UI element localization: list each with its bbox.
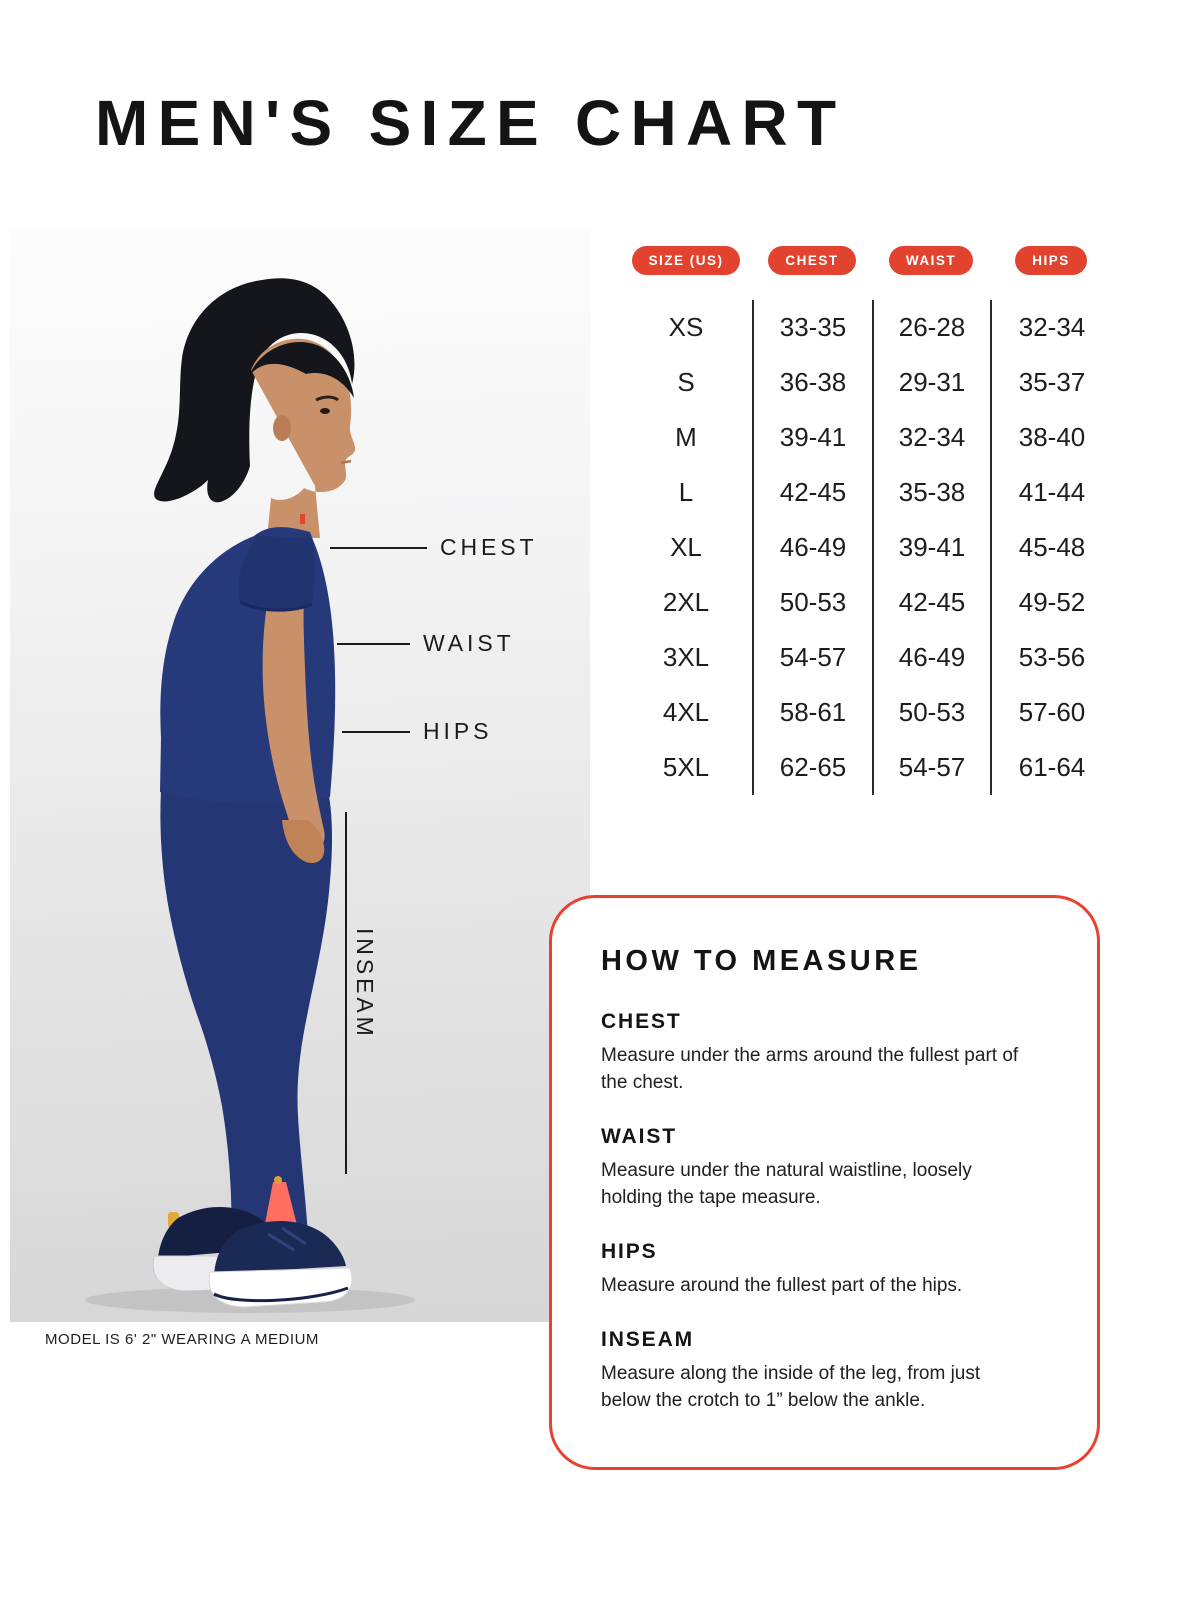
size-table — [620, 246, 1112, 795]
model-photo-block — [10, 230, 590, 1322]
model-eye — [320, 408, 330, 414]
zipper-pull — [274, 1176, 282, 1184]
section-label-hips: HIPS — [601, 1239, 658, 1263]
chest-cell: 42-45 — [752, 465, 872, 520]
model-ear — [273, 415, 291, 441]
chest-cell: 50-53 — [752, 575, 872, 630]
hips-cell: 49-52 — [990, 575, 1112, 630]
model-caption: MODEL IS 6' 2" WEARING A MEDIUM — [45, 1331, 319, 1348]
page-title: MEN'S SIZE CHART — [95, 87, 846, 159]
hips-cell: 32-34 — [990, 300, 1112, 355]
chest-cell: 58-61 — [752, 685, 872, 740]
section-label-chest: CHEST — [601, 1010, 682, 1033]
waist-callout-label: WAIST — [423, 630, 515, 656]
chest-callout — [330, 534, 538, 561]
how-to-measure-box — [549, 895, 1100, 1470]
waist-cell: 39-41 — [872, 520, 990, 575]
size-cell: M — [675, 422, 697, 452]
hips-callout-line — [342, 731, 410, 733]
section-text-chest: Measure under the arms around the fullest part of the chest. — [601, 1045, 1019, 1093]
table-body — [620, 300, 1112, 795]
table-row — [620, 520, 1112, 575]
waist-cell: 32-34 — [872, 410, 990, 465]
table-row — [620, 575, 1112, 630]
table-row — [620, 410, 1112, 465]
waist-cell: 26-28 — [872, 300, 990, 355]
waist-callout — [337, 630, 515, 657]
table-row — [620, 465, 1112, 520]
hips-cell: 53-56 — [990, 630, 1112, 685]
section-label-waist: WAIST — [601, 1124, 677, 1148]
hips-cell: 38-40 — [990, 410, 1112, 465]
chest-cell: 46-49 — [752, 520, 872, 575]
size-cell: 3XL — [662, 642, 710, 672]
table-row — [620, 630, 1112, 685]
chest-cell: 36-38 — [752, 355, 872, 410]
header-pill-hips: HIPS — [1015, 246, 1086, 275]
hips-cell: 41-44 — [990, 465, 1112, 520]
chest-logo — [300, 514, 305, 524]
table-row — [620, 740, 1112, 795]
waist-cell: 42-45 — [872, 575, 990, 630]
how-to-section-inseam — [601, 1328, 1059, 1415]
size-cell: S — [677, 367, 695, 397]
how-to-section-hips — [601, 1240, 1059, 1300]
size-cell: XL — [670, 532, 702, 562]
section-text-hips: Measure around the fullest part of the hips. — [601, 1274, 963, 1296]
hips-cell: 57-60 — [990, 685, 1112, 740]
waist-cell: 35-38 — [872, 465, 990, 520]
waist-cell: 50-53 — [872, 685, 990, 740]
table-row — [620, 300, 1112, 355]
inseam-callout-label: INSEAM — [352, 928, 378, 1040]
header-pill-waist: WAIST — [889, 246, 973, 275]
hips-cell: 35-37 — [990, 355, 1112, 410]
how-to-measure-title: HOW TO MEASURE — [601, 945, 922, 977]
header-cell-waist — [872, 246, 990, 275]
chest-callout-label: CHEST — [440, 534, 538, 560]
header-cell-size — [620, 246, 752, 275]
model-photo — [10, 230, 590, 1322]
waist-cell: 29-31 — [872, 355, 990, 410]
waist-cell: 54-57 — [872, 740, 990, 795]
header-pill-chest: CHEST — [768, 246, 855, 275]
chest-cell: 33-35 — [752, 300, 872, 355]
size-cell: 5XL — [662, 752, 710, 782]
chest-cell: 62-65 — [752, 740, 872, 795]
inseam-callout-line — [345, 812, 347, 1174]
header-cell-chest — [752, 246, 872, 275]
section-label-inseam: INSEAM — [601, 1327, 695, 1351]
how-to-section-chest — [601, 1010, 1059, 1097]
chest-callout-line — [330, 547, 427, 549]
how-to-section-waist — [601, 1125, 1059, 1212]
size-cell: XS — [668, 312, 704, 342]
table-row — [620, 685, 1112, 740]
hips-callout-label: HIPS — [423, 718, 493, 744]
header-pill-size: SIZE (US) — [632, 246, 741, 275]
size-cell: L — [678, 477, 694, 507]
section-text-waist: Measure under the natural waistline, loosely holding the tape measure. — [601, 1159, 972, 1208]
size-cell: 4XL — [662, 697, 710, 727]
hips-cell: 61-64 — [990, 740, 1112, 795]
chest-cell: 54-57 — [752, 630, 872, 685]
header-cell-hips — [990, 246, 1112, 275]
size-cell: 2XL — [662, 587, 710, 617]
hips-cell: 45-48 — [990, 520, 1112, 575]
waist-cell: 46-49 — [872, 630, 990, 685]
table-header-row — [620, 246, 1112, 275]
section-text-inseam: Measure along the inside of the leg, from just below the crotch to 1” below the ankle. — [601, 1362, 981, 1411]
waist-callout-line — [337, 643, 410, 645]
hips-callout — [342, 718, 492, 745]
table-row — [620, 355, 1112, 410]
chest-cell: 39-41 — [752, 410, 872, 465]
